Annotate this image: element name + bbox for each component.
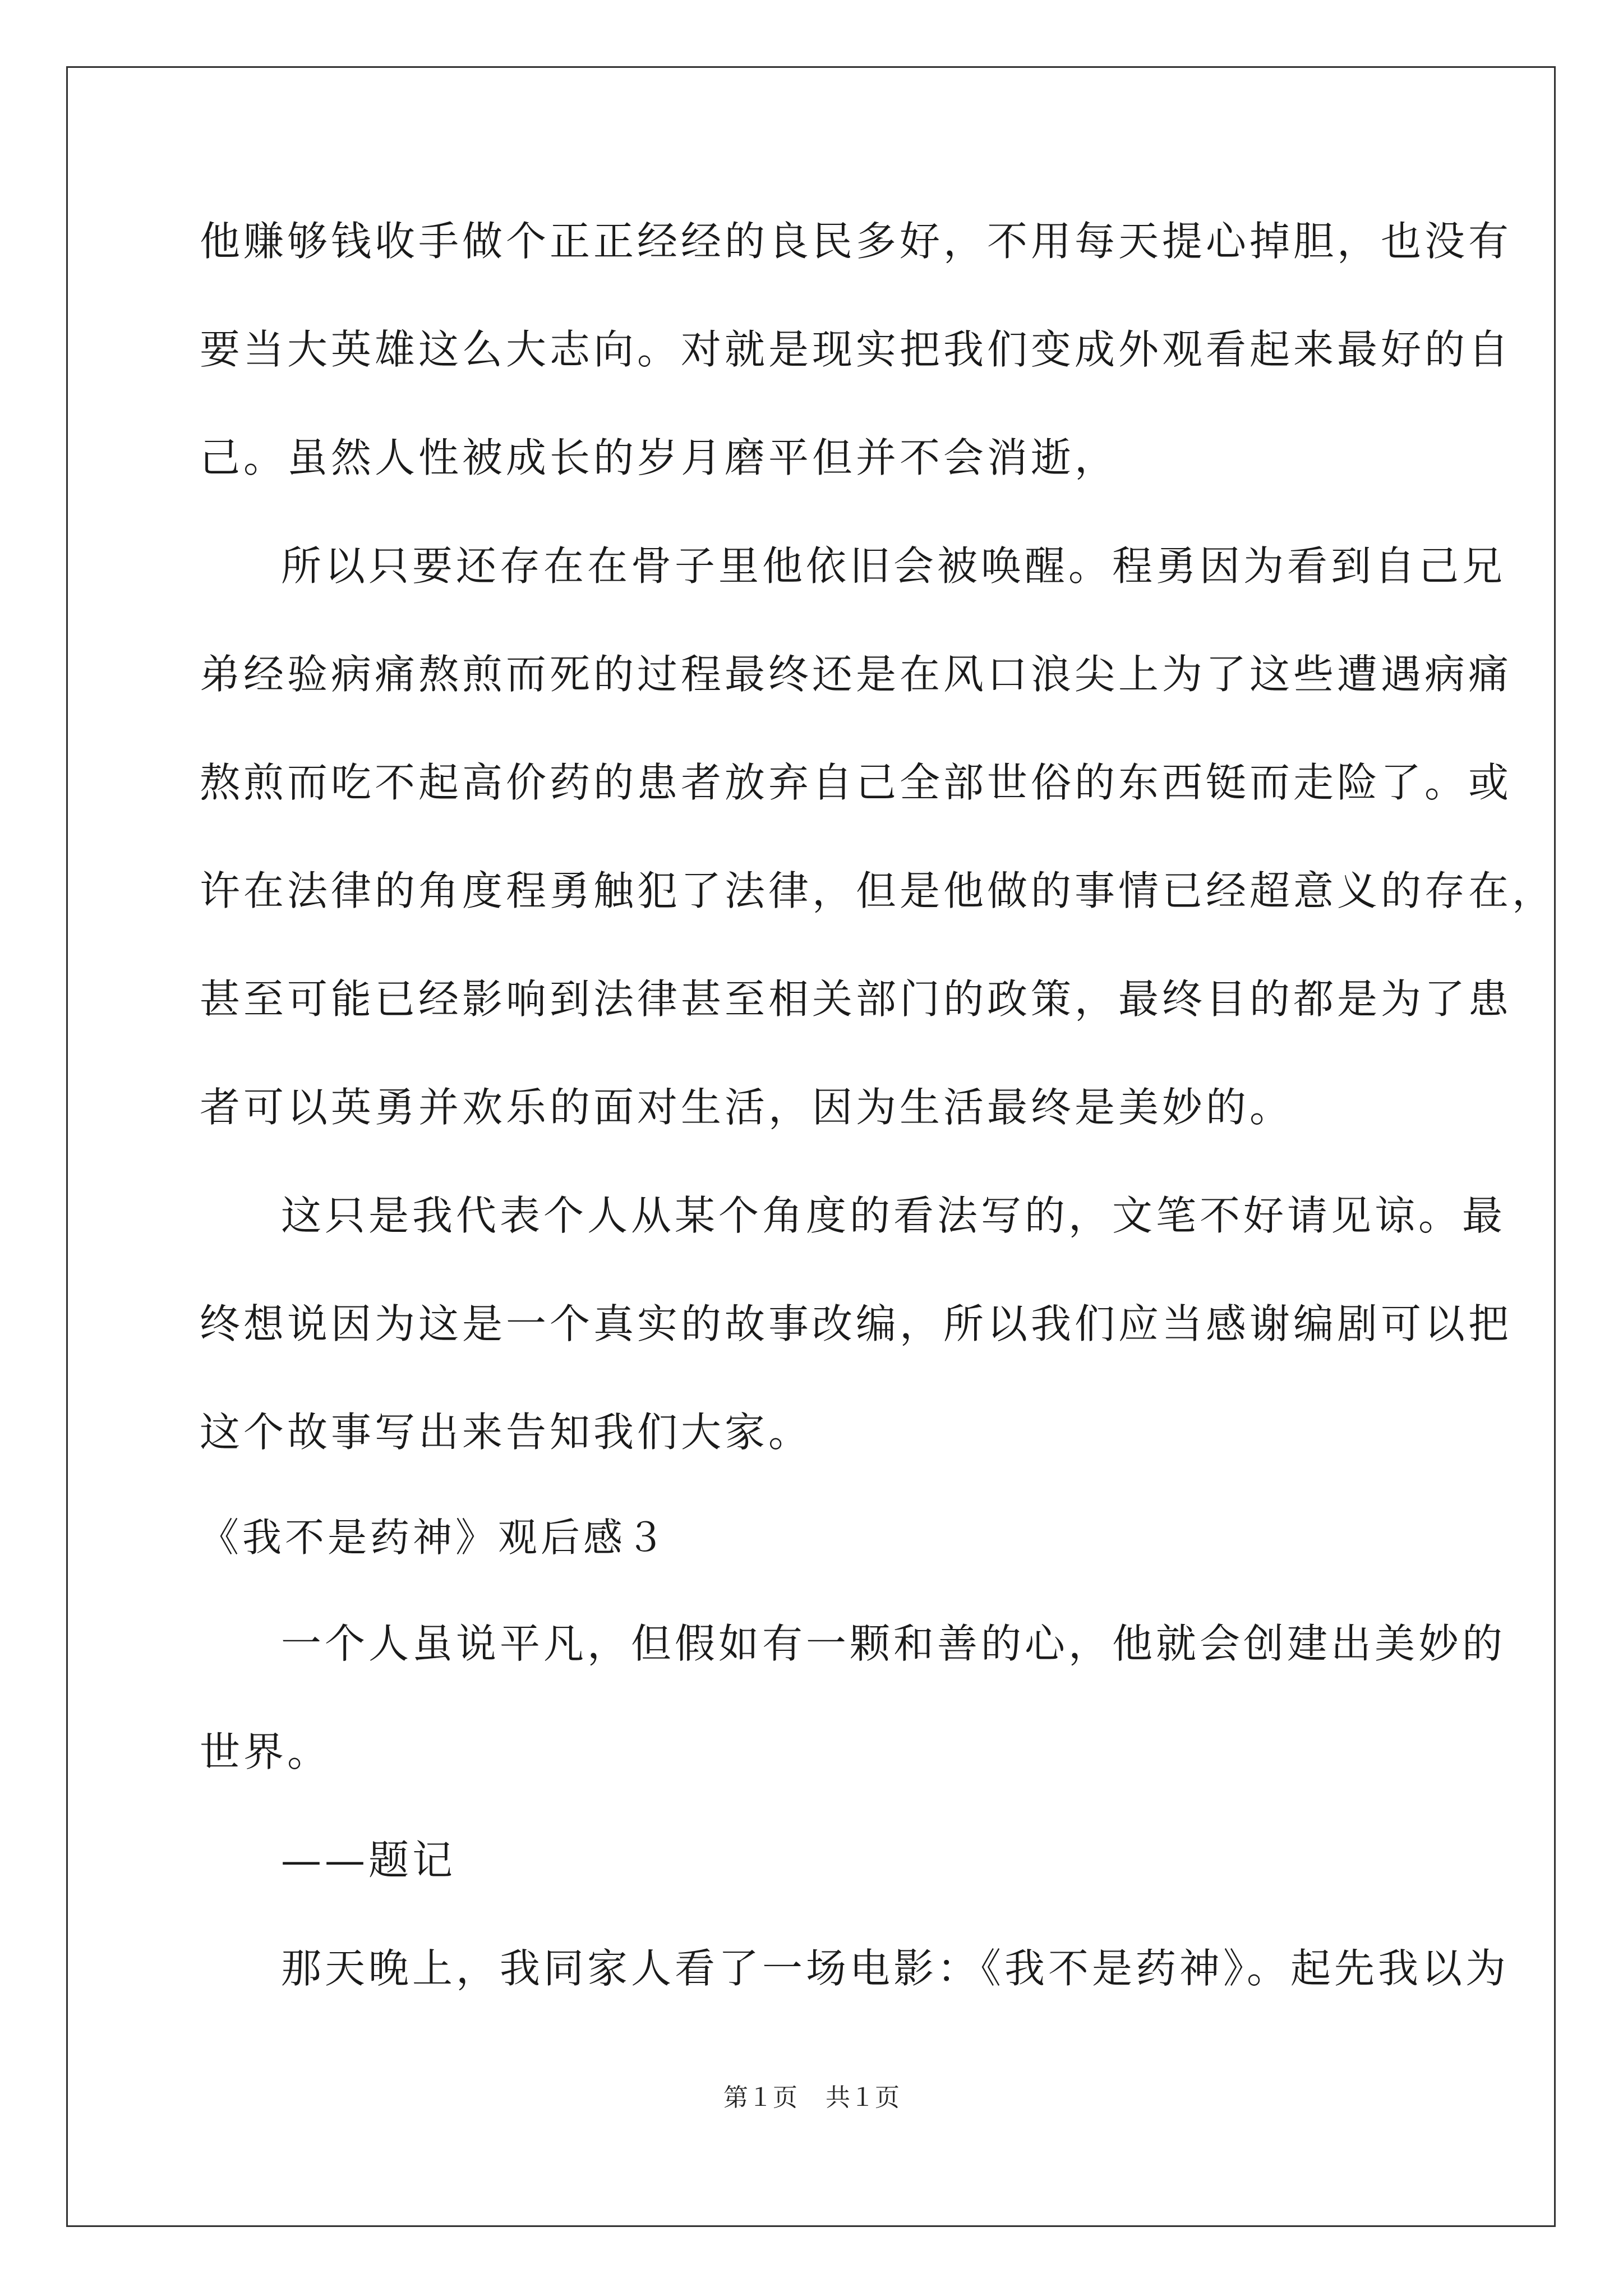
paragraph-line: 许在法律的角度程勇触犯了法律，但是他做的事情已经超意义的存在， (200, 867, 1556, 914)
paragraph-line: 他赚够钱收手做个正正经经的良民多好，不用每天提心掉胆，也没有 (200, 218, 1513, 265)
paragraph-line: 那天晚上，我同家人看了一场电影：《我不是药神》。起先我以为 (281, 1945, 1510, 1992)
page-footer (0, 2081, 1623, 2115)
epigraph-attribution: ——题记 (281, 1837, 457, 1884)
paragraph-line: 这只是我代表个人从某个角度的看法写的，文笔不好请见谅。最 (281, 1192, 1506, 1239)
page-total: 共１页 (826, 2083, 900, 2112)
paragraph-line: 己。虽然人性被成长的岁月磨平但并不会消逝， (200, 434, 1119, 481)
paragraph-line: 世界。 (200, 1728, 331, 1775)
paragraph-line: 终想说因为这是一个真实的故事改编，所以我们应当感谢编剧可以把 (200, 1300, 1513, 1347)
paragraph-line: 一个人虽说平凡，但假如有一颗和善的心，他就会创建出美妙的 (281, 1620, 1506, 1667)
page-border (66, 66, 1556, 2227)
paragraph-line: 所以只要还存在在骨子里他依旧会被唤醒。程勇因为看到自己兄 (281, 542, 1506, 590)
paragraph-line: 甚至可能已经影响到法律甚至相关部门的政策，最终目的都是为了患 (200, 976, 1513, 1023)
paragraph-line: 者可以英勇并欢乐的面对生活，因为生活最终是美妙的。 (200, 1084, 1294, 1131)
paragraph-line: 弟经验病痛熬煎而死的过程最终还是在风口浪尖上为了这些遭遇病痛 (200, 651, 1513, 698)
paragraph-line: 要当大英雄这么大志向。对就是现实把我们变成外观看起来最好的自 (200, 326, 1513, 373)
paragraph-line: 熬煎而吃不起高价药的患者放弃自己全部世俗的东西铤而走险了。或 (200, 759, 1513, 806)
page-number: 第１页 (723, 2083, 797, 2112)
section-heading: 《我不是药神》观后感３ (200, 1515, 668, 1561)
paragraph-line: 这个故事写出来告知我们大家。 (200, 1409, 813, 1456)
